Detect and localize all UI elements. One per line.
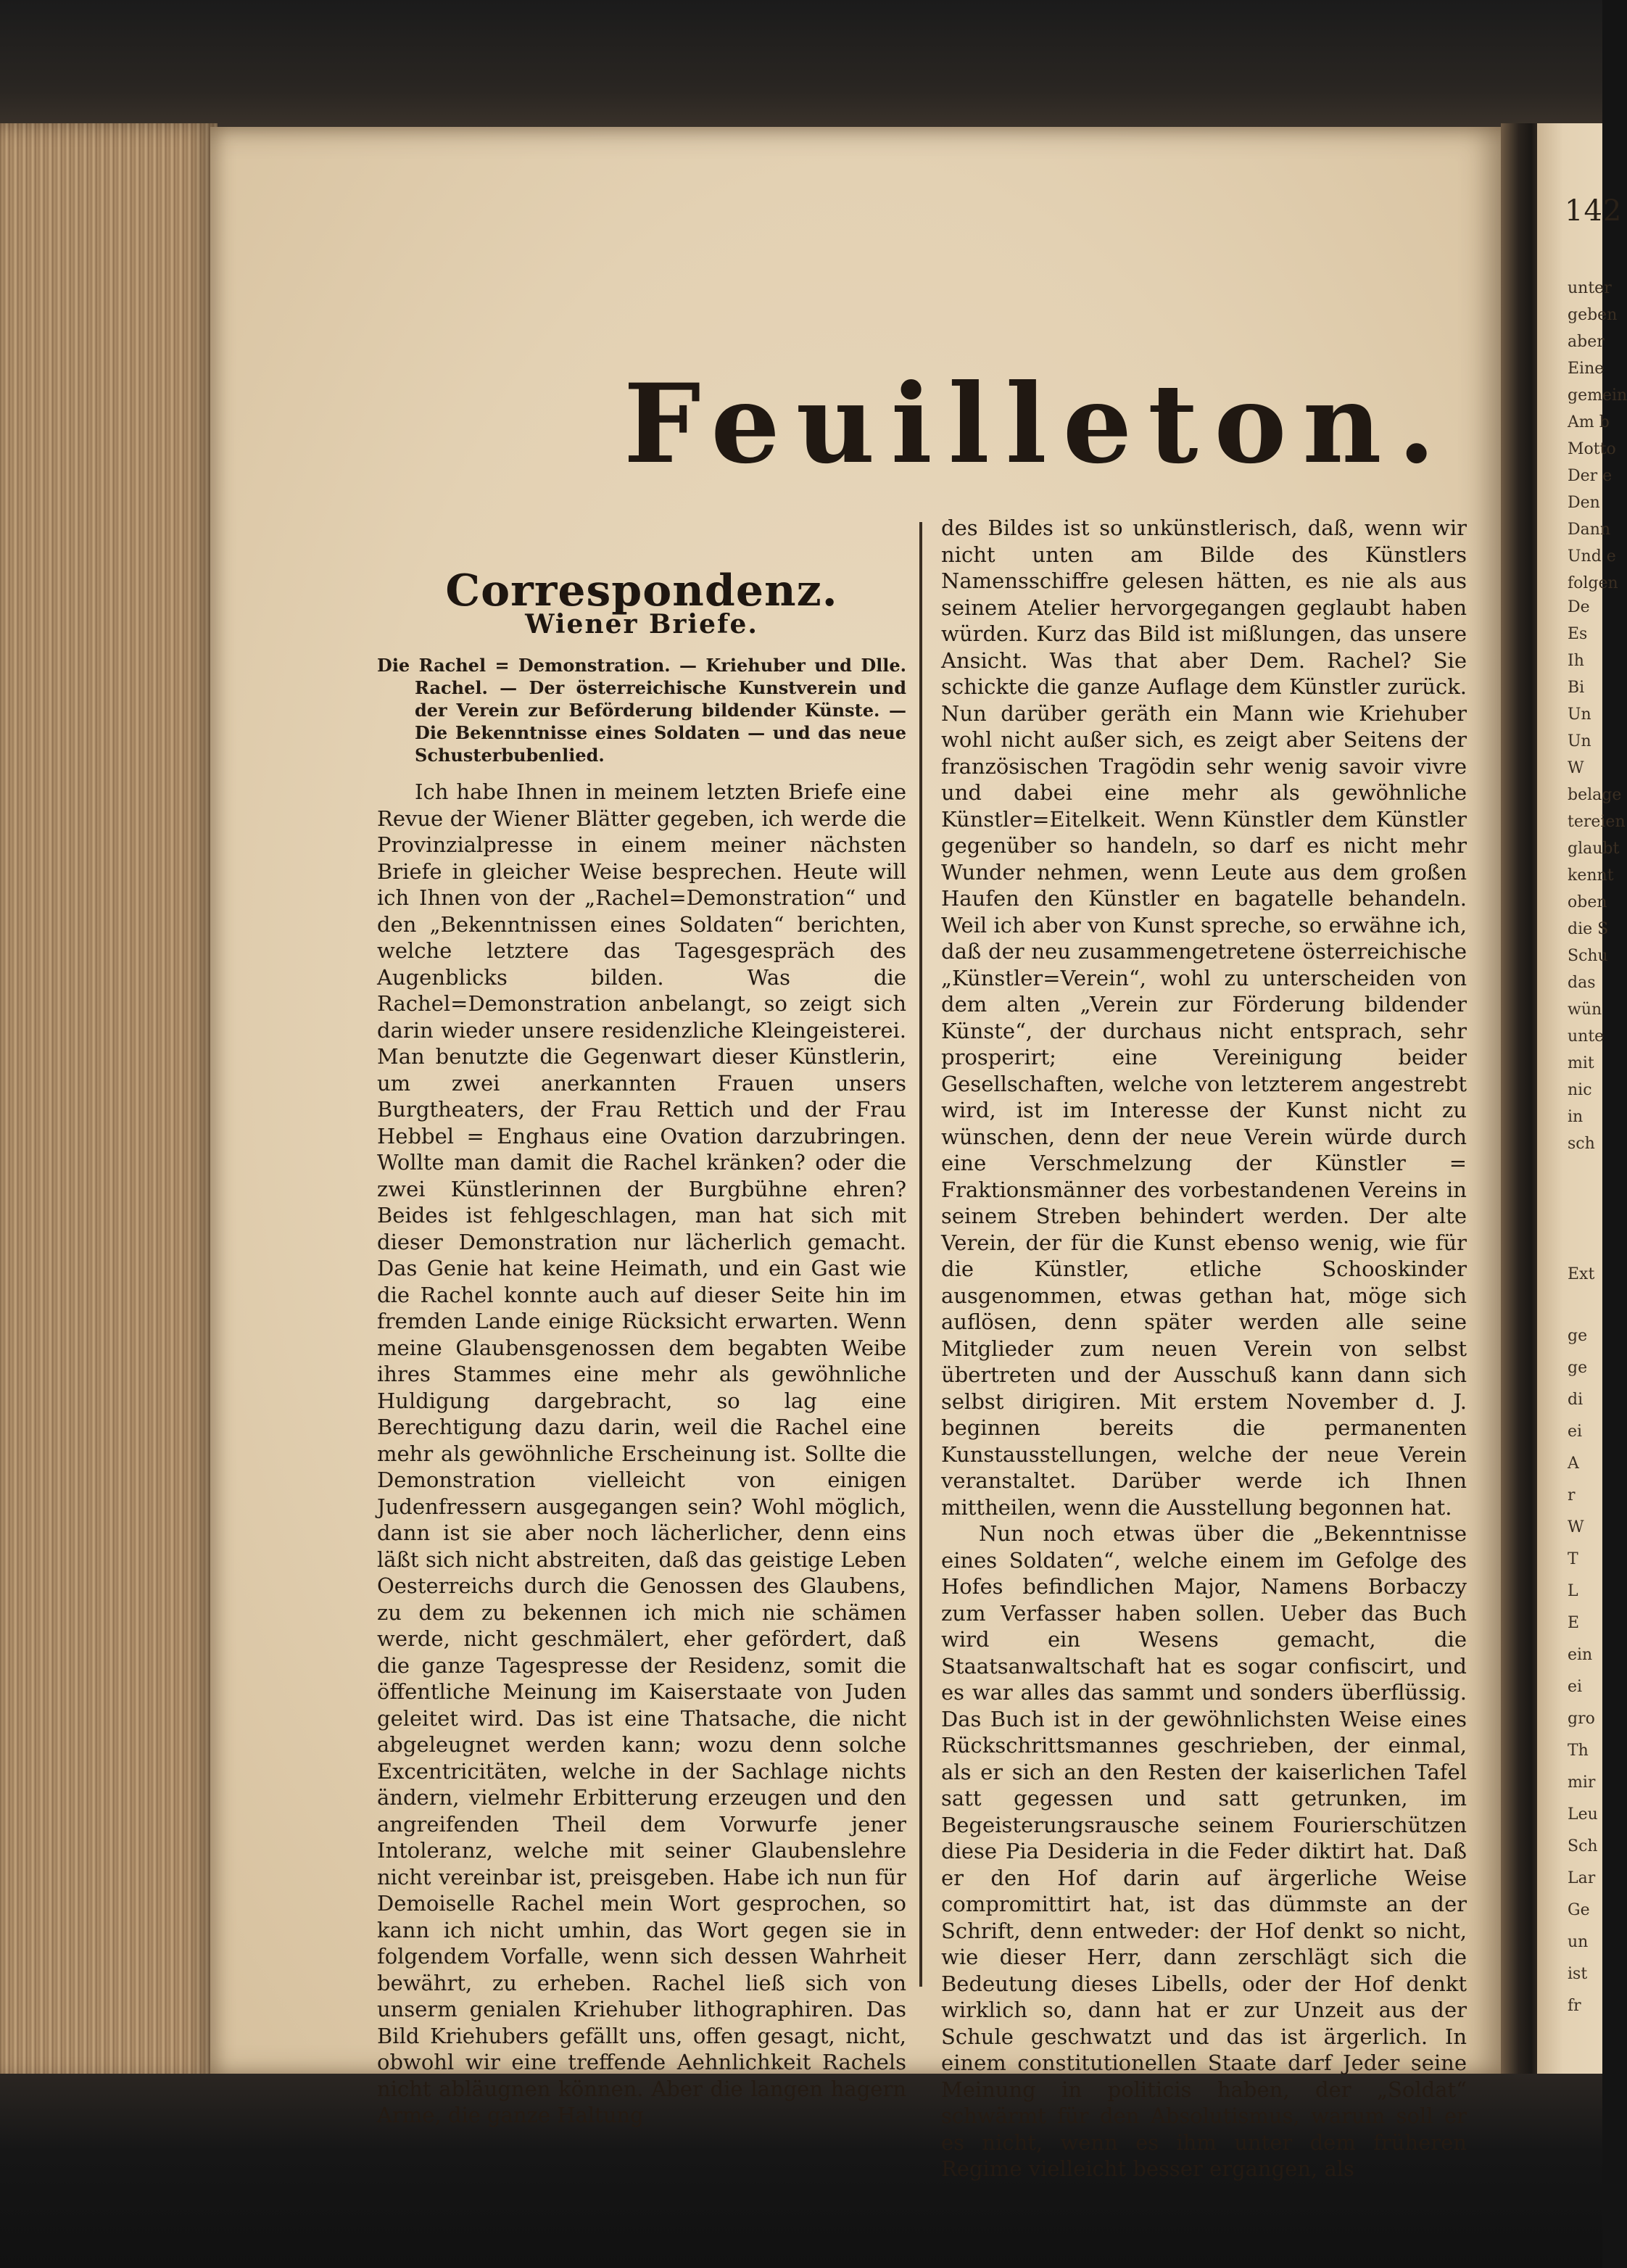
facing-page-fragment: gro (1568, 1710, 1595, 1728)
facing-page-fragment: T (1568, 1550, 1578, 1568)
facing-page-fragment: Es (1568, 625, 1588, 643)
facing-page-fragment: nic (1568, 1081, 1592, 1099)
facing-page-fragment: Lar (1568, 1869, 1596, 1887)
book-page-edges (0, 123, 218, 2081)
facing-page-fragment: Motto (1568, 440, 1616, 458)
facing-page-fragment: L (1568, 1582, 1578, 1600)
facing-page-fragment: A (1568, 1454, 1579, 1473)
facing-page-fragment: Und e (1568, 547, 1616, 566)
facing-page-fragment: wün (1568, 1001, 1602, 1019)
right-column-paragraph-1: des Bildes ist so unkünstlerisch, daß, wenn wir nicht unten am Bilde des Künstlers Namensschiffre gelesen hätten, es nie als aus seinem Atelier hervorgegangen geglaubt haben würden. Kurz das Bild ist mißlungen, das unsere Ansicht. Was that aber Dem. Rachel? Sie schickte die ganze Auflage dem Künstler zurück. Nun darüber geräth ein Mann wie Kriehuber wohl nicht außer sich, es zeigt aber Seitens der französischen Tragödin sehr wenig savoir vivre und dabei eine mehr als gewöhnliche Künstler=Eitelkeit. Wenn Künstler dem Künstler gegenüber so handeln, so darf es nicht mehr Wunder nehmen, wenn Leute aus dem großen Haufen den Künstler en bagatelle behandeln. Weil ich aber von Kunst spreche, so erwähne ich, daß der neu zusammengetretene österreichische „Künstler=Verein“, wohl zu unterscheiden von dem alten „Verein zur Förderung bildender Künste“, der durchaus nicht entsprach, sehr prosperirt; eine Vereinigung beider Gesellschaften, welche von letzterem angestrebt wird, ist im Interesse der Kunst nicht zu wünschen, denn der neue Verein würde durch eine Verschmelzung der Künstler = Fraktionsmänner des vorbestandenen Vereins in seinem Streben behindert werden. Der alte Verein, der für die Kunst ebenso wenig, wie für die Künstler, etliche Schooskinder ausgenommen, etwas gethan hat, möge sich auflösen, denn später werden alle seine Mitglieder zum neuen Verein von selbst übertreten und der Ausschuß kann dann sich selbst dirigiren. Mit erstem November d. J. beginnen bereits die permanenten Kunstausstellungen, welche der neue Verein veranstaltet. Darüber werde ich Ihnen mittheilen, wenn die Ausstellung begonnen hat. (941, 516, 1467, 1520)
column-rule (919, 522, 922, 1987)
facing-page-fragment: di (1568, 1391, 1583, 1409)
facing-page-fragment: mir (1568, 1774, 1596, 1792)
background-top (0, 0, 1602, 131)
facing-page-fragment: Leu (1568, 1805, 1598, 1824)
facing-page-fragment: sch (1568, 1135, 1595, 1153)
facing-page-fragment: ge (1568, 1327, 1588, 1345)
facing-page-fragment: die S (1568, 920, 1609, 938)
facing-page-fragment: E (1568, 1614, 1580, 1632)
facing-page-fragment: ge (1568, 1359, 1588, 1377)
article-summary (377, 654, 906, 766)
facing-page-fragment: mit (1568, 1054, 1594, 1072)
section-title: Correspondenz. (445, 566, 838, 616)
right-column (941, 515, 1467, 2182)
facing-page-fragment: ist (1568, 1965, 1588, 1983)
facing-page-fragment: Am b (1568, 413, 1610, 431)
facing-page-fragment: Ih (1568, 652, 1584, 670)
facing-page-fragment: ei (1568, 1423, 1583, 1441)
facing-page-fragment: un (1568, 1933, 1589, 1951)
facing-page-fragment: ein (1568, 1646, 1593, 1664)
facing-page-fragment: gemein (1568, 386, 1627, 405)
facing-page-fragment: Eine (1568, 360, 1605, 378)
facing-page-fragment: De (1568, 598, 1590, 616)
facing-page-fragment: Der e (1568, 467, 1612, 485)
facing-page-fragment: aber (1568, 333, 1605, 351)
facing-page-fragment: ei (1568, 1678, 1583, 1696)
right-column-paragraph-2: Nun noch etwas über die „Bekenntnisse eines Soldaten“, welche einem im Gefolge des Hofes befindlichen Major, Namens Borbaczy zum Verfasser haben sollen. Ueber das Buch wird ein Wesens gemacht, die Staatsanwaltschaft hat es sogar confiscirt, und es war alles das sammt und sonders überflüssig. Das Buch ist in der gewöhnlichsten Weise eines Rückschrittsmannes geschrieben, der einmal, als er sich an den Resten der kaiserlichen Tafel satt gegessen und satt getrunken, im Begeisterungsrausche seinem Fourierschützen diese Pia Desideria in die Feder diktirt hat. Daß er den Hof darin auf ärgerliche Weise compromittirt hat, ist das dümmste an der Schrift, denn entweder: der Hof denkt so nicht, wie dieser Herr, dann zerschlägt sich die Bedeutung dieses Libells, oder der Hof denkt wirklich so, dann hat er zur Unzeit aus der Schule geschwatzt und das ist ärgerlich. In einem constitutionellen Staate darf Jeder seine Meinung in politicis haben, der „Soldat“ schwärmt für den Absolutismus, warum soll er es nicht, wenn es ihm unter dem früheren Regime vielleicht besser ergangen, als (941, 1521, 1467, 2181)
facing-page-fragment: Un (1568, 732, 1591, 750)
summary-text: Die Rachel = Demonstration. — Kriehuber und Dlle. Rachel. — Der österreichische Kunstverein und der Verein zur Beförderung bildender Künste. — Die Bekenntnisse eines Soldaten — und das neue Schusterbubenlied. (377, 655, 906, 766)
facing-page-fragment: W (1568, 1518, 1584, 1536)
facing-page-fragment: geben (1568, 306, 1618, 324)
facing-page-fragment: Un (1568, 705, 1591, 724)
facing-page-fragment: Th (1568, 1742, 1589, 1760)
left-column-text: Ich habe Ihnen in meinem letzten Briefe eine Revue der Wiener Blätter gegeben, ich werde die Provinzialpresse in einem meiner nächsten Briefe in gleicher Weise besprechen. Heute will ich Ihnen von der „Rachel=Demonstration“ und den „Bekenntnissen eines Soldaten“ berichten, welche letztere das Tagesgespräch des Augenblicks bilden. Was die Rachel=Demonstration anbelangt, so zeigt sich darin wieder unsere residenzliche Kleingeisterei. Man benutzte die Gegenwart dieser Künstlerin, um zwei anerkannten Frauen unsers Burgtheaters, der Frau Rettich und der Frau Hebbel = Enghaus eine Ovation darzubringen. Wollte man damit die Rachel kränken? oder die zwei Künstlerinnen der Burgbühne ehren? Beides ist fehlgeschlagen, man hat sich mit dieser Demonstration nur lächerlich gemacht. Das Genie hat keine Heimath, und ein Gast wie die Rachel konnte auch auf dieser Seite hin im fremden Lande einige Rücksicht erwarten. Wenn meine Glaubensgenossen dem begabten Weibe ihres Stammes eine mehr als gewöhnliche Huldigung dargebracht, so lag eine Berechtigung dazu darin, weil die Rachel eine mehr als gewöhnliche Erscheinung ist. Sollte die Demonstration vielleicht von einigen Judenfressern ausgegangen sein? Wohl möglich, dann ist sie aber noch lächerlicher, denn eins läßt sich nicht abstreiten, daß das geistige Leben Oesterreichs durch die Genossen des Glaubens, zu dem zu bekennen ich mich nie schämen werde, nicht geschmälert, eher gefördert, daß die ganze Tagespresse der Residenz, somit die öffentliche Meinung im Kaiserstaate von Juden geleitet wird. Das ist eine Thatsache, die nicht abgeleugnet werden kann; wozu denn solche Excentricitäten, welche in der Sachlage nichts ändern, vielmehr Erbitterung erzeugen und den angreifenden Theil dem Vorwurfe jener Intoleranz, welche mit seiner Glaubenslehre nicht vereinbar ist, preisgeben. Habe ich nun für Demoiselle Rachel mein Wort gesprochen, so kann ich nicht umhin, das Wort gegen sie in folgendem Vorfalle, wenn sich dessen Wahrheit bewährt, zu erheben. Rachel ließ sich von unserm genialen Kriehuber lithographiren. Das Bild Kriehubers gefällt uns, offen gesagt, nicht, obwohl wir eine treffende Aehnlichkeit Rachels nicht abläugnen können. Aber die langen hagern Arme, die ganze Haltung (377, 779, 906, 2127)
page-number: 142 (1565, 194, 1623, 228)
masthead-title: Feuilleton. (624, 360, 1452, 488)
facing-page-fragment: Sch (1568, 1837, 1598, 1855)
facing-page-fragment: Dann (1568, 521, 1611, 539)
facing-page-fragment: belage (1568, 786, 1622, 804)
facing-page-fragment: r (1568, 1486, 1576, 1505)
facing-page-fragment: W (1568, 759, 1584, 777)
facing-page-fragment: in (1568, 1108, 1583, 1126)
facing-page-fragment: unter (1568, 279, 1612, 297)
facing-page-fragment: folgen (1568, 574, 1618, 592)
facing-page-fragment: unte (1568, 1027, 1605, 1046)
facing-page-fragment: oben (1568, 893, 1607, 911)
facing-page-fragment: Ge (1568, 1901, 1590, 1919)
left-column (377, 779, 906, 2129)
facing-page-fragment: Ext (1568, 1265, 1595, 1283)
facing-page-fragment: Bi (1568, 679, 1585, 697)
facing-page-fragment: fr (1568, 1997, 1581, 2015)
facing-page-fragment: Schu (1568, 947, 1608, 965)
facing-page-fragment: Den (1568, 494, 1600, 512)
facing-page-fragment: kennt (1568, 866, 1614, 885)
facing-page-fragment: glaubt (1568, 840, 1620, 858)
facing-page-fragment: tereien (1568, 813, 1626, 831)
facing-page-fragment: das (1568, 974, 1596, 992)
facing-page (1537, 123, 1627, 2081)
article-subtitle: Wiener Briefe. (525, 609, 758, 640)
